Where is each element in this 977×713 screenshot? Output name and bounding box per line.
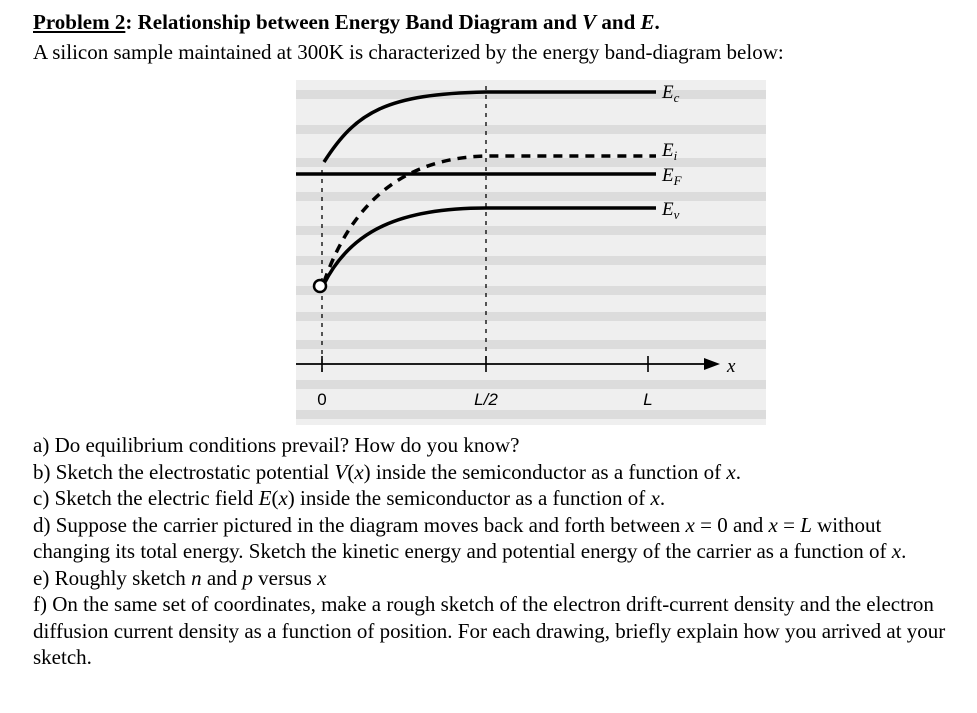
title-and: and — [596, 10, 641, 34]
label-ef: $E_F$ — [662, 165, 682, 188]
title-var-v: V — [582, 10, 597, 34]
question-list — [33, 432, 953, 671]
question-b: b) Sketch the electrostatic potential V(x) inside the semiconductor as a function of x. — [33, 459, 741, 484]
problem-label: Problem 2 — [33, 10, 126, 34]
label-ec: $E_c$ — [662, 82, 680, 105]
title-period: . — [654, 10, 660, 34]
question-a: a) Do equilibrium conditions prevail? How do you know? — [33, 433, 520, 457]
band-diagram-figure — [296, 80, 766, 425]
carrier-circle — [314, 280, 326, 292]
question-e: e) Roughly sketch n and p versus x — [33, 565, 327, 590]
title-var-e: E — [640, 10, 655, 34]
label-ev: $E_v$ — [662, 199, 680, 222]
tick-label-0: 0 — [317, 390, 327, 409]
label-x-axis: x — [727, 356, 736, 377]
question-d: d) Suppose the carrier pictured in the diagram moves back and forth between x = 0 and x = L without changing its total energy. Sketch the kinetic energy and potential energy of the carrier as a function of x. — [33, 512, 907, 563]
label-ei: $E_i$ — [662, 140, 678, 163]
question-c: c) Sketch the electric field E(x) inside the semiconductor as a function of x. — [33, 486, 666, 510]
band-diagram-svg — [296, 80, 766, 425]
tick-label-L: L — [643, 390, 653, 409]
intro-text: A silicon sample maintained at 300K is characterized by the energy band-diagram below: — [33, 40, 784, 64]
question-f: f) On the same set of coordinates, make a rough sketch of the electron drift-current density and the electron diffusion current density as a function of position. For each drawing, briefly explain how you arrived at your sketch. — [33, 592, 946, 669]
tick-label-half: L/2 — [474, 390, 498, 409]
title-text-1: : Relationship between Energy Band Diagram and — [125, 10, 583, 34]
problem-title — [33, 8, 660, 36]
